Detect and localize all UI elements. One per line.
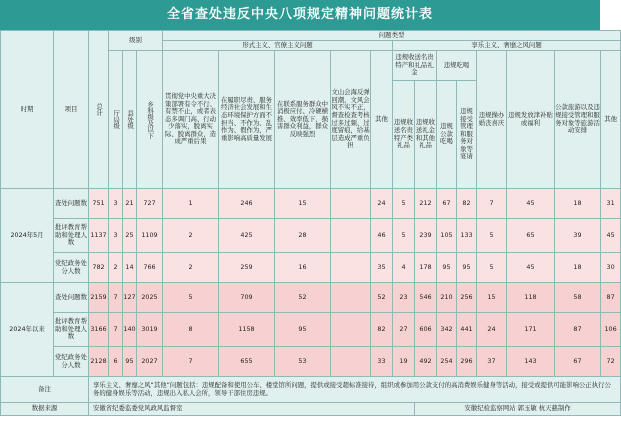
credit-text: 安徽纪检监察网站 郭玉敏 杭天慈制作 — [415, 403, 621, 416]
value-cell: 259 — [219, 253, 275, 283]
header-formalism-2: 在履职尽责、服务经济社会发展和生态环境保护方面不担当、不作为、乱作为、假作为，严重影响高质量发展 — [219, 51, 275, 189]
value-cell: 87 — [601, 283, 621, 313]
value-cell: 546 — [415, 283, 437, 313]
header-eat-public: 违规公款吃喝 — [437, 81, 457, 189]
value-cell: 1 — [163, 189, 219, 219]
value-cell: 118 — [507, 283, 555, 313]
value-cell: 82 — [457, 189, 477, 219]
value-cell: 4 — [393, 253, 415, 283]
header-item: 项目 — [54, 31, 89, 189]
value-cell: 53 — [275, 347, 331, 377]
value-cell: 655 — [219, 347, 275, 377]
total-cell: 782 — [89, 253, 109, 283]
value-cell: 1158 — [219, 313, 275, 347]
value-cell — [331, 219, 371, 253]
value-cell: 95 — [275, 313, 331, 347]
value-cell: 24 — [477, 313, 507, 347]
value-cell: 15 — [477, 283, 507, 313]
value-cell: 23 — [393, 283, 415, 313]
value-cell: 30 — [601, 253, 621, 283]
value-cell: 296 — [457, 347, 477, 377]
value-cell: 2 — [163, 219, 219, 253]
item-cell: 查处问题数 — [54, 283, 89, 313]
level-cell: 766 — [137, 253, 163, 283]
source-text: 安徽省纪委监委党风政风监督室 — [89, 403, 415, 416]
header-level-xian: 县处级 — [123, 51, 137, 189]
header-level-xiang: 乡科级及以下 — [137, 51, 163, 189]
level-cell: 7 — [109, 313, 123, 347]
value-cell: 254 — [437, 347, 457, 377]
value-cell: 45 — [507, 253, 555, 283]
level-cell: 14 — [123, 253, 137, 283]
value-cell: 441 — [457, 313, 477, 347]
period-cell: 2024年以来 — [1, 283, 54, 377]
header-allowance: 违规发放津补贴或福利 — [507, 51, 555, 189]
header-formalism-3: 在联系服务群众中消极应付、冷硬横推、效率低下，损害群众利益，群众反映强烈 — [275, 51, 331, 189]
level-cell: 95 — [123, 347, 137, 377]
value-cell: 52 — [371, 283, 393, 313]
table-title: 全省查处违反中央八项规定精神问题统计表 — [0, 0, 600, 30]
header-gift-money: 违规收送礼金和其他礼品 — [415, 81, 437, 189]
value-cell: 27 — [393, 313, 415, 347]
value-cell: 33 — [371, 347, 393, 377]
value-cell: 143 — [507, 347, 555, 377]
value-cell: 72 — [601, 347, 621, 377]
note-label: 备注 — [1, 377, 89, 403]
value-cell: 45 — [507, 189, 555, 219]
value-cell: 18 — [555, 253, 601, 283]
value-cell: 171 — [507, 313, 555, 347]
value-cell: 52 — [275, 283, 331, 313]
value-cell: 5 — [163, 283, 219, 313]
value-cell: 246 — [219, 189, 275, 219]
table-row — [1, 253, 621, 283]
level-cell: 140 — [123, 313, 137, 347]
level-cell: 727 — [137, 189, 163, 219]
level-cell: 2027 — [137, 347, 163, 377]
table-row — [1, 219, 621, 253]
value-cell: 46 — [371, 219, 393, 253]
value-cell: 256 — [457, 283, 477, 313]
value-cell: 67 — [555, 347, 601, 377]
value-cell: 7 — [477, 189, 507, 219]
header-period: 时期 — [1, 31, 54, 189]
item-cell: 查处问题数 — [54, 189, 89, 219]
note-text: 享乐主义、奢靡之风“其他”问题包括：违规配备和使用公车、楼堂馆所问题，提供或接受超标准接待，组织或参加用公款支付的高消费娱乐健身等活动，接受或提供可能影响公正执行公务的健身娱乐等活动，违规出入私人会所，领导干部住房违规。 — [89, 377, 621, 403]
table-row — [1, 283, 621, 313]
item-cell: 批评教育帮助和处理人数 — [54, 313, 89, 347]
value-cell: 8 — [163, 313, 219, 347]
header-gift: 违规收送名贵特产和礼品礼金 — [393, 51, 437, 81]
level-cell: 3 — [109, 189, 123, 219]
value-cell — [331, 347, 371, 377]
header-hedonism-other: 其他 — [601, 51, 621, 189]
level-cell: 6 — [109, 347, 123, 377]
value-cell: 342 — [437, 313, 457, 347]
header-formalism: 形式主义、官僚主义问题 — [163, 41, 393, 51]
header-problem-types: 问题类型 — [163, 31, 621, 41]
value-cell: 31 — [601, 189, 621, 219]
header-level-ting: 厅局级 — [109, 51, 123, 189]
header-total: 总计 — [89, 31, 109, 189]
value-cell: 82 — [371, 313, 393, 347]
value-cell: 15 — [275, 189, 331, 219]
level-cell: 127 — [123, 283, 137, 313]
value-cell: 19 — [393, 347, 415, 377]
header-gift-specialty: 违规收送名贵特产类礼品 — [393, 81, 415, 189]
total-cell: 1137 — [89, 219, 109, 253]
value-cell: 67 — [437, 189, 457, 219]
period-cell: 2024年5月 — [1, 189, 54, 283]
level-cell: 21 — [123, 189, 137, 219]
item-cell: 批评教育帮助和处理人数 — [54, 219, 89, 253]
level-cell: 1109 — [137, 219, 163, 253]
header-travel: 公款旅游以及违规接受管理和服务对象等旅游活动安排 — [555, 51, 601, 189]
value-cell: 133 — [457, 219, 477, 253]
value-cell: 95 — [437, 253, 457, 283]
value-cell: 210 — [437, 283, 457, 313]
item-cell: 党纪政务处分人数 — [54, 253, 89, 283]
header-formalism-other: 其他 — [371, 51, 393, 189]
total-cell: 751 — [89, 189, 109, 219]
value-cell: 5 — [393, 219, 415, 253]
table-row — [1, 347, 621, 377]
value-cell: 45 — [601, 219, 621, 253]
value-cell: 2 — [163, 253, 219, 283]
value-cell: 65 — [507, 219, 555, 253]
level-cell: 2 — [109, 253, 123, 283]
value-cell — [331, 283, 371, 313]
value-cell: 39 — [555, 219, 601, 253]
level-cell: 25 — [123, 219, 137, 253]
value-cell: 212 — [415, 189, 437, 219]
level-cell: 7 — [109, 283, 123, 313]
value-cell: 18 — [555, 189, 601, 219]
level-cell: 2025 — [137, 283, 163, 313]
header-formalism-1: 贯彻党中央重大决策部署有令不行、有禁不止，或者表态多调门高、行动少落实，脱离实际、脱离群众，造成严重后果 — [163, 51, 219, 189]
value-cell: 606 — [415, 313, 437, 347]
value-cell: 35 — [371, 253, 393, 283]
value-cell: 425 — [219, 219, 275, 253]
source-label: 数据来源 — [1, 403, 89, 416]
table-row — [1, 189, 621, 219]
header-formalism-4: 文山会海反弹回潮，文风会风不实不正，督查检查考核过多过频、过度留痕，给基层造成严重负担 — [331, 51, 371, 189]
item-cell: 党纪政务处分人数 — [54, 347, 89, 377]
statistics-table — [0, 30, 621, 416]
value-cell: 5 — [477, 219, 507, 253]
value-cell: 37 — [477, 347, 507, 377]
value-cell — [331, 253, 371, 283]
value-cell: 16 — [275, 253, 331, 283]
total-cell: 2159 — [89, 283, 109, 313]
value-cell: 95 — [457, 253, 477, 283]
value-cell: 5 — [477, 253, 507, 283]
value-cell: 239 — [415, 219, 437, 253]
total-cell: 3166 — [89, 313, 109, 347]
value-cell: 105 — [437, 219, 457, 253]
value-cell: 106 — [601, 313, 621, 347]
header-level: 级别 — [109, 31, 163, 51]
value-cell: 178 — [415, 253, 437, 283]
value-cell: 5 — [393, 189, 415, 219]
value-cell: 492 — [415, 347, 437, 377]
value-cell: 709 — [219, 283, 275, 313]
value-cell: 7 — [163, 347, 219, 377]
header-wedding: 违规操办婚丧喜庆 — [477, 51, 507, 189]
value-cell: 24 — [371, 189, 393, 219]
table-row — [1, 313, 621, 347]
header-eat: 违规吃喝 — [437, 51, 477, 81]
header-hedonism: 享乐主义、奢靡之风问题 — [393, 41, 621, 51]
level-cell: 3 — [109, 219, 123, 253]
value-cell: 87 — [555, 313, 601, 347]
value-cell: 28 — [275, 219, 331, 253]
level-cell: 3019 — [137, 313, 163, 347]
value-cell: 58 — [555, 283, 601, 313]
header-eat-banquet: 违规接受管理和服务对象等宴请 — [457, 81, 477, 189]
total-cell: 2128 — [89, 347, 109, 377]
value-cell — [331, 189, 371, 219]
value-cell — [331, 313, 371, 347]
